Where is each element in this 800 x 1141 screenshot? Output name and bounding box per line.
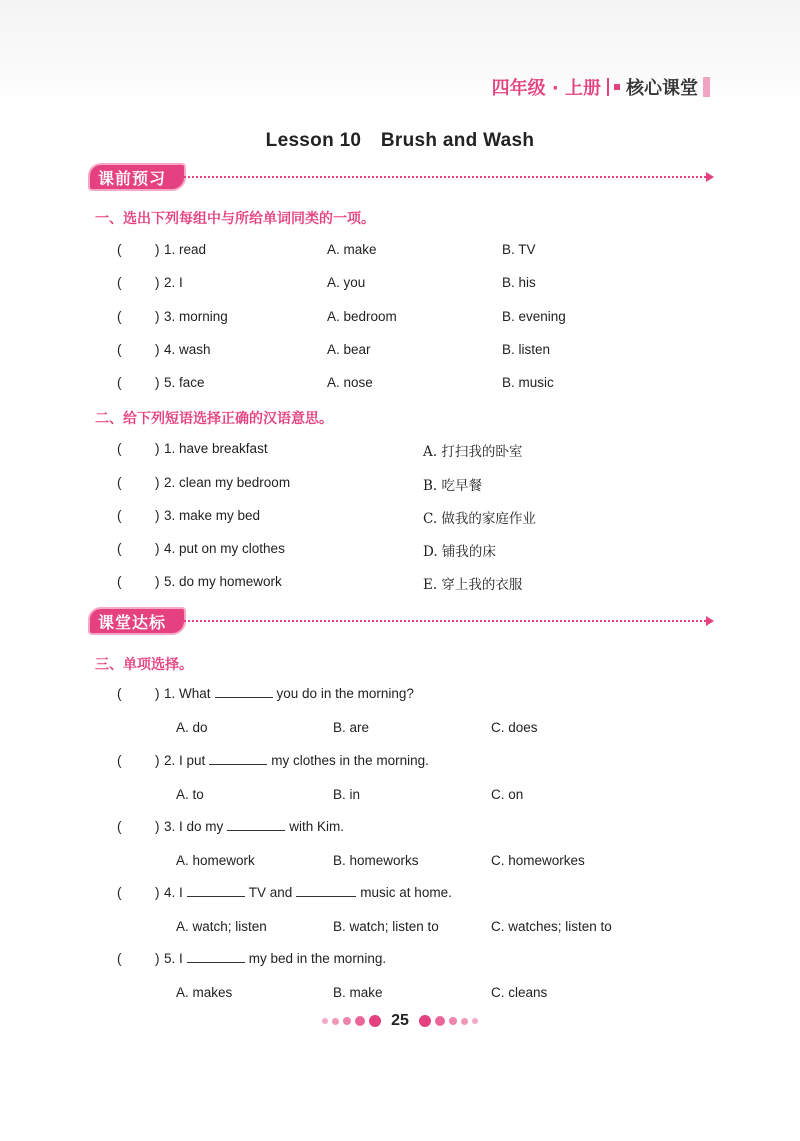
question-middle: you do in the morning? (276, 686, 414, 701)
answer-blank[interactable] (187, 951, 245, 963)
answer-paren-close: ) (155, 541, 160, 556)
option-b: B. watch; listen to (333, 919, 439, 934)
answer-paren-close: ) (155, 441, 160, 456)
part1-heading: 一、选出下列每组中与所给单词同类的一项。 (95, 211, 375, 227)
answer-paren-open: ( (117, 951, 122, 966)
option-c: C. homeworkes (491, 853, 585, 868)
phrase: 4. put on my clothes (164, 541, 285, 556)
series-label: 核心课堂 (626, 78, 698, 99)
header-bar-icon (703, 77, 710, 97)
dot-icon (461, 1018, 468, 1025)
question-middle: my clothes in the morning. (271, 753, 429, 768)
answer-paren-close: ) (155, 686, 160, 701)
answer-paren-close: ) (155, 375, 160, 390)
question-sentence (164, 753, 429, 768)
answer-paren-close: ) (155, 574, 160, 589)
option-a: A. makes (176, 985, 233, 1000)
question-start: 2. I put (164, 753, 206, 768)
lesson-title (0, 130, 800, 152)
option-a: A. homework (176, 853, 255, 868)
option-c: C. watches; listen to (491, 919, 612, 934)
part2-heading: 二、给下列短语选择正确的汉语意思。 (95, 411, 333, 427)
option-b: B. homeworks (333, 853, 419, 868)
answer-paren-close: ) (155, 242, 160, 257)
phrase: 1. have breakfast (164, 441, 268, 456)
phrase: 3. make my bed (164, 508, 261, 523)
question-sentence (164, 686, 414, 701)
answer-paren-close: ) (155, 819, 160, 834)
dot-icon (472, 1018, 478, 1024)
answer-paren-open: ( (117, 885, 122, 900)
question-middle: TV and (248, 885, 293, 900)
option-a: A. you (327, 275, 366, 290)
option-a: A. make (327, 242, 377, 257)
answer-paren-close: ) (155, 475, 160, 490)
page-header (492, 74, 710, 100)
option-a: A. nose (327, 375, 373, 390)
answer-paren-close: ) (155, 951, 160, 966)
dot-icon (419, 1015, 431, 1027)
option-b: B. TV (502, 242, 536, 257)
answer-paren-open: ( (117, 819, 122, 834)
option-c: C. cleans (491, 985, 548, 1000)
lesson-number: Lesson 10 (265, 130, 362, 151)
chinese-meaning: D. 铺我的床 (423, 544, 496, 560)
section-preview (88, 163, 716, 191)
dot-icon (449, 1017, 457, 1025)
question-start: 5. I (164, 951, 183, 966)
question-middle: with Kim. (289, 819, 345, 834)
answer-paren-open: ( (117, 375, 122, 390)
answer-paren-close: ) (155, 885, 160, 900)
option-c: C. on (491, 787, 524, 802)
question-end: music at home. (360, 885, 452, 900)
dotted-divider (184, 620, 706, 622)
question-middle: my bed in the morning. (248, 951, 387, 966)
grade-label: 四年级 · 上册 (491, 78, 601, 99)
chinese-meaning: E. 穿上我的衣服 (423, 577, 523, 593)
answer-paren-open: ( (117, 275, 122, 290)
option-a: A. watch; listen (176, 919, 267, 934)
dot-icon (355, 1016, 365, 1026)
question-sentence (164, 885, 452, 900)
phrase: 2. clean my bedroom (164, 475, 291, 490)
dot-icon (435, 1016, 445, 1026)
question-word: 2. I (164, 275, 183, 290)
question-sentence (164, 951, 386, 966)
answer-paren-open: ( (117, 242, 122, 257)
question-start: 1. What (164, 686, 211, 701)
option-b: B. evening (502, 309, 566, 324)
chinese-meaning: B. 吃早餐 (423, 478, 483, 494)
option-b: B. in (333, 787, 361, 802)
question-start: 3. I do my (164, 819, 224, 834)
chinese-meaning: C. 做我的家庭作业 (423, 511, 536, 527)
page-footer (0, 1012, 800, 1030)
question-word: 1. read (164, 242, 207, 257)
option-b: B. are (333, 720, 370, 735)
answer-paren-open: ( (117, 753, 122, 768)
question-word: 3. morning (164, 309, 228, 324)
option-a: A. bear (327, 342, 371, 357)
answer-paren-open: ( (117, 475, 122, 490)
option-b: B. make (333, 985, 383, 1000)
option-b: B. music (502, 375, 554, 390)
answer-paren-open: ( (117, 541, 122, 556)
arrow-right-icon (706, 172, 714, 182)
answer-paren-close: ) (155, 275, 160, 290)
question-word: 5. face (164, 375, 205, 390)
part3-heading: 三、单项选择。 (95, 657, 193, 673)
section-badge-practice: 课堂达标 (88, 607, 186, 635)
question-sentence (164, 819, 344, 834)
option-b: B. listen (502, 342, 551, 357)
chinese-meaning: A. 打扫我的卧室 (423, 444, 523, 460)
question-word: 4. wash (164, 342, 211, 357)
dot-icon (369, 1015, 381, 1027)
option-c: C. does (491, 720, 538, 735)
page-number: 25 (391, 1012, 409, 1029)
answer-paren-open: ( (117, 686, 122, 701)
answer-paren-open: ( (117, 574, 122, 589)
answer-blank[interactable] (215, 686, 273, 698)
option-a: A. bedroom (327, 309, 397, 324)
answer-blank[interactable] (209, 753, 267, 765)
answer-blank[interactable] (227, 819, 285, 831)
answer-paren-close: ) (155, 753, 160, 768)
answer-paren-close: ) (155, 309, 160, 324)
phrase: 5. do my homework (164, 574, 282, 589)
header-square-icon (614, 84, 620, 90)
answer-paren-open: ( (117, 441, 122, 456)
header-separator (607, 78, 609, 96)
section-badge-preview: 课前预习 (88, 163, 186, 191)
answer-paren-close: ) (155, 508, 160, 523)
lesson-name: Brush and Wash (380, 130, 535, 151)
option-a: A. to (176, 787, 204, 802)
answer-paren-open: ( (117, 309, 122, 324)
dot-icon (343, 1017, 351, 1025)
answer-blank[interactable] (296, 885, 356, 897)
answer-blank[interactable] (187, 885, 245, 897)
dotted-divider (184, 176, 706, 178)
answer-paren-open: ( (117, 508, 122, 523)
answer-paren-open: ( (117, 342, 122, 357)
section-practice (88, 607, 716, 635)
answer-paren-close: ) (155, 342, 160, 357)
dot-icon (332, 1018, 339, 1025)
option-a: A. do (176, 720, 208, 735)
dot-icon (322, 1018, 328, 1024)
question-start: 4. I (164, 885, 183, 900)
arrow-right-icon (706, 616, 714, 626)
option-b: B. his (502, 275, 536, 290)
